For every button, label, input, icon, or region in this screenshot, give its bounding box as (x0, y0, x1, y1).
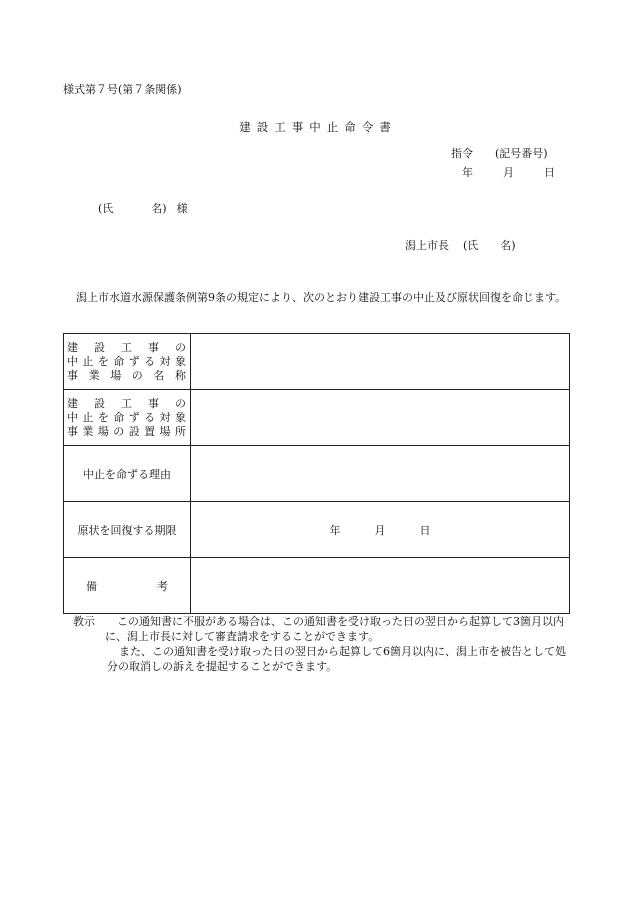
order-number (451, 145, 548, 161)
order-body-text: 潟上市水道水源保護条例第9条の規定により、次のとおり建設工事の中止及び原状回復を命じます。 (76, 291, 567, 304)
appeal-notice (63, 614, 569, 674)
date-month: 月 (503, 166, 514, 179)
table-row (64, 558, 570, 614)
notice-heading: 教示 (73, 615, 95, 628)
table-row (64, 446, 570, 502)
restoration-deadline-field[interactable] (191, 502, 570, 558)
recipient-honorific: 様 (176, 202, 188, 215)
date-year: 年 (462, 166, 473, 179)
target-business-name-label (64, 334, 191, 390)
deadline-year: 年 (329, 523, 341, 537)
recipient-name-open: (氏 (98, 202, 114, 215)
order-number-value: (記号番号) (495, 147, 548, 160)
issuer-name-open: (氏 (463, 239, 479, 252)
label-line: 建 設 工 事 の (67, 340, 186, 354)
suspension-reason-field[interactable] (191, 446, 570, 502)
date-day: 日 (544, 166, 555, 179)
label-line: 中 止 を 命 ず る 対 象 (67, 354, 186, 368)
table-row (64, 390, 570, 446)
table-row (64, 334, 570, 390)
suspension-reason-label: 中止を命ずる理由 (64, 446, 191, 502)
document-title: 建設工事中止命令書 (239, 120, 397, 134)
issuer (405, 237, 516, 253)
recipient (98, 200, 188, 216)
label-line: 中 止 を 命 ず る 対 象 (67, 410, 186, 424)
notice-paragraph-1: この通知書に不服がある場合は、この通知書を受け取った日の翌日から起算して3箇月以内に、潟上市長に対して審査請求をすることができます。 (105, 615, 564, 643)
label-line: 事 業 場 の 設 置 場 所 (67, 424, 186, 438)
issuer-office: 潟上市長 (405, 239, 449, 252)
label-line: 事 業 場 の 名 称 (67, 368, 186, 382)
issuer-name-close: 名) (500, 239, 516, 252)
restoration-deadline-label: 原状を回復する期限 (64, 502, 191, 558)
recipient-name-close: 名) (151, 202, 167, 215)
label-line: 建 設 工 事 の (67, 396, 186, 410)
target-business-name-field[interactable] (191, 334, 570, 390)
form-number: 様式第７号(第７条関係) (63, 83, 182, 96)
table-row (64, 502, 570, 558)
remarks-label: 備 考 (64, 558, 191, 614)
remarks-field[interactable] (191, 558, 570, 614)
order-details-table (63, 333, 570, 614)
target-business-location-label (64, 390, 191, 446)
target-business-location-field[interactable] (191, 390, 570, 446)
issue-date (462, 164, 555, 180)
notice-paragraph-2: また、この通知書を受け取った日の翌日から起算して6箇月以内に、潟上市を被告として処分の取消しの訴えを提起することができます。 (107, 645, 566, 673)
order-number-label: 指令 (451, 147, 473, 160)
deadline-day: 日 (419, 523, 431, 537)
deadline-month: 月 (374, 523, 386, 537)
